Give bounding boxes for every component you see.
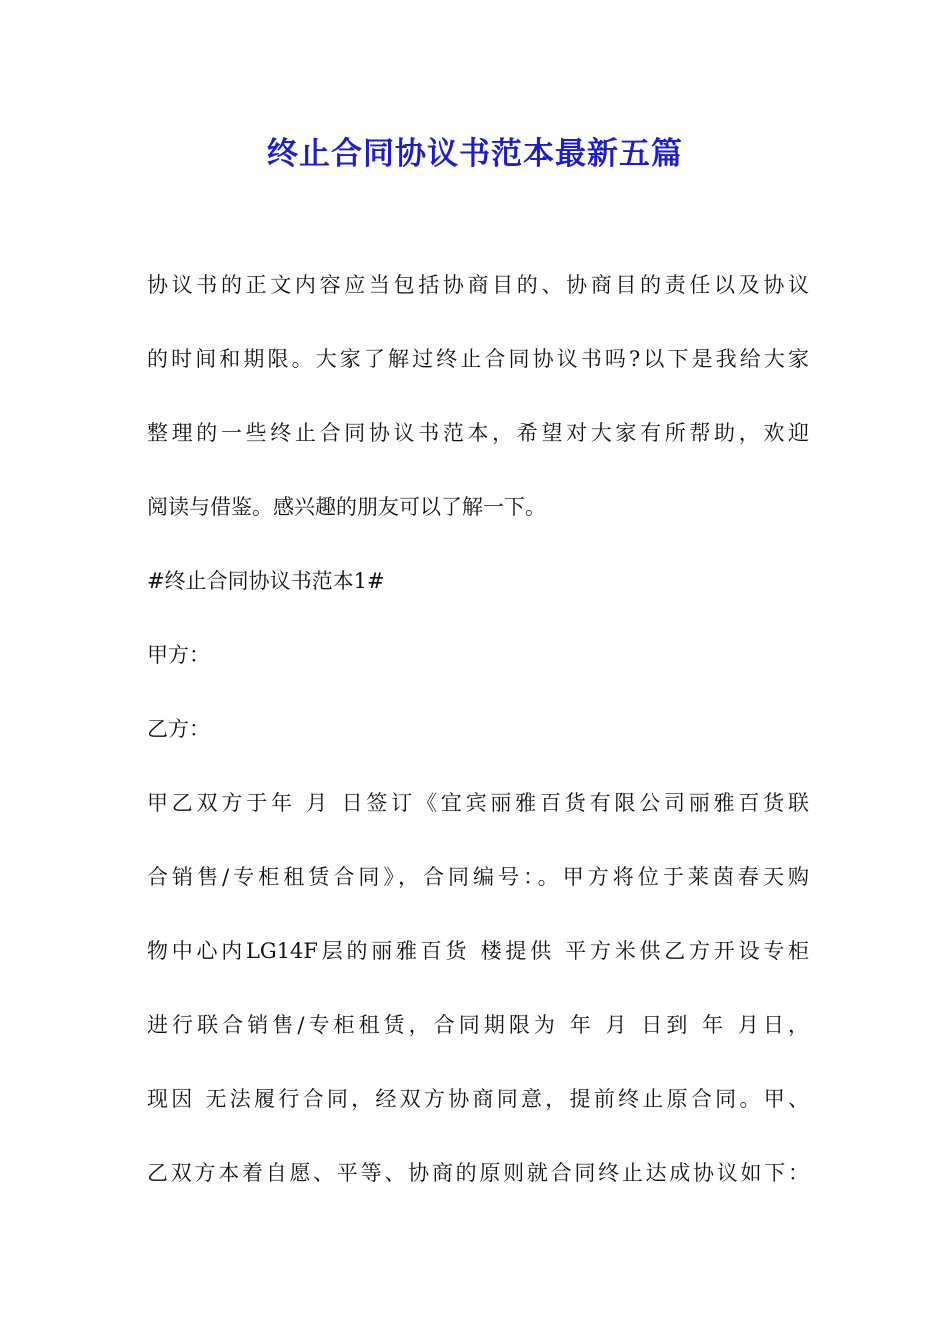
party-a-label: 甲方： — [147, 643, 210, 667]
paragraph-line: 乙双方本着自愿、平等、协商的原则就合同终止达成协议如下： — [147, 1161, 809, 1185]
section-heading: #终止合同协议书范本1# — [147, 569, 385, 593]
paragraph-line: 现因 无法履行合同，经双方协商同意，提前终止原合同。甲、 — [147, 1087, 809, 1111]
paragraph-line: 甲乙双方于年 月 日签订《宜宾丽雅百货有限公司丽雅百货联 — [147, 791, 809, 815]
paragraph-line: 合销售/专柜租赁合同》，合同编号：。甲方将位于莱茵春天购 — [147, 865, 809, 889]
paragraph-line: 进行联合销售/专柜租赁，合同期限为 年 月 日到 年 月日， — [147, 1013, 809, 1037]
paragraph-line: 的时间和期限。大家了解过终止合同协议书吗?以下是我给大家 — [147, 347, 809, 371]
party-b-label: 乙方： — [147, 717, 210, 741]
document-body — [147, 262, 809, 1224]
paragraph-line: 整理的一些终止合同协议书范本，希望对大家有所帮助，欢迎 — [147, 421, 809, 445]
paragraph-line: 物中心内LG14F层的丽雅百货 楼提供 平方米供乙方开设专柜 — [147, 939, 809, 963]
paragraph-line: 协议书的正文内容应当包括协商目的、协商目的责任以及协议 — [147, 273, 809, 297]
document-title: 终止合同协议书范本最新五篇 — [267, 136, 683, 172]
paragraph-line: 阅读与借鉴。感兴趣的朋友可以了解一下。 — [147, 495, 546, 519]
